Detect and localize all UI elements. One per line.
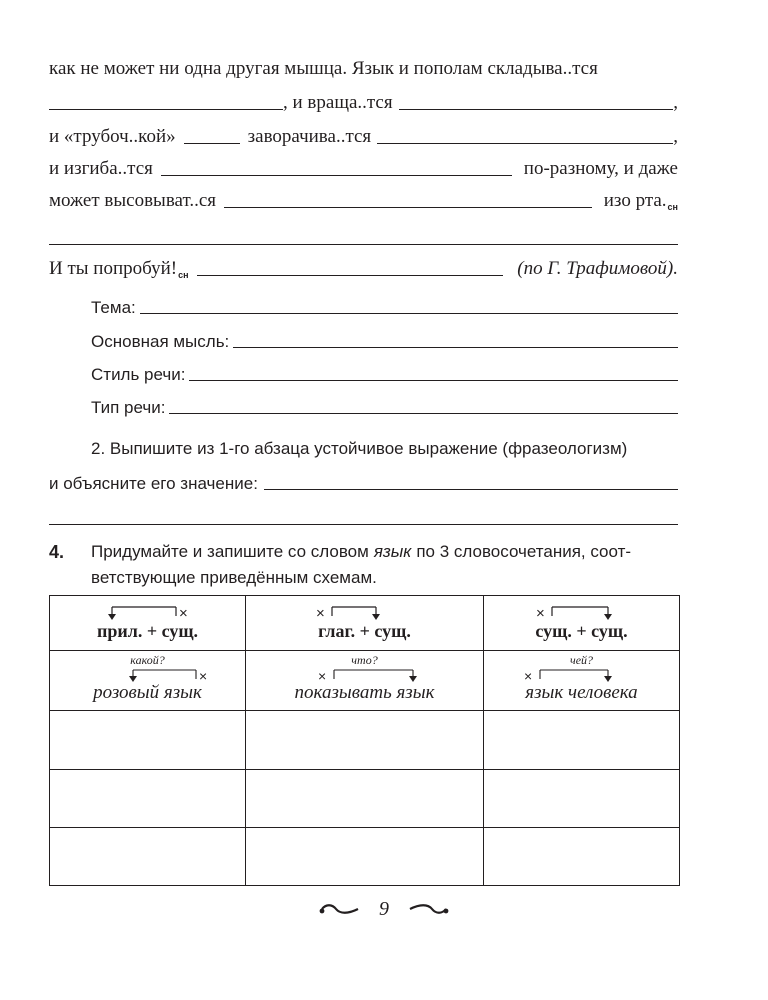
text-line-7: И ты попробуй! сн (по Г. Трафимовой). bbox=[49, 258, 678, 280]
noun-noun-example-icon bbox=[484, 668, 679, 682]
theme-input[interactable] bbox=[140, 312, 678, 314]
example-text: показывать язык bbox=[294, 682, 435, 703]
adjective-noun-example-icon bbox=[50, 668, 245, 682]
task2-input[interactable] bbox=[264, 488, 678, 490]
answer-cell[interactable] bbox=[246, 711, 484, 770]
svg-text:×: × bbox=[318, 668, 327, 682]
task4-number: 4. bbox=[49, 542, 65, 562]
task4-line-1: Придумайте и запишите со словом язык по 3 словосочетания, соот- bbox=[91, 542, 632, 561]
answer-blank[interactable] bbox=[399, 108, 674, 110]
example-text: розовый язык bbox=[93, 682, 202, 703]
style-field: Стиль речи: bbox=[91, 365, 678, 385]
table-row bbox=[50, 596, 680, 651]
answer-blank[interactable] bbox=[161, 174, 512, 176]
answer-line[interactable] bbox=[49, 524, 678, 525]
text-line-3: и «трубоч..кой» заворачива..тся , bbox=[49, 126, 678, 147]
page-footer bbox=[0, 898, 768, 921]
answer-cell[interactable] bbox=[246, 828, 484, 886]
example-cell: чей? × язык человека bbox=[484, 651, 680, 711]
scheme-label: сущ. + сущ. bbox=[535, 621, 628, 641]
answer-cell[interactable] bbox=[246, 770, 484, 828]
svg-text:×: × bbox=[536, 605, 545, 621]
table-row bbox=[50, 651, 680, 711]
text-line-2: , и враща..тся , bbox=[49, 92, 678, 114]
answer-cell[interactable] bbox=[484, 711, 680, 770]
svg-text:×: × bbox=[316, 605, 325, 621]
svg-text:×: × bbox=[199, 668, 208, 682]
scheme-label: прил. + сущ. bbox=[96, 621, 199, 641]
noun-noun-scheme-icon bbox=[484, 603, 679, 621]
answer-blank[interactable] bbox=[49, 108, 283, 110]
task2-line-1: 2. Выпишите из 1-го абзаца устойчивое выражение (фразеологизм) bbox=[91, 439, 628, 458]
example-cell: что? × показывать язык bbox=[246, 651, 484, 711]
adjective-noun-scheme-icon bbox=[50, 603, 245, 621]
scheme-cell bbox=[50, 596, 246, 651]
scheme-cell bbox=[484, 596, 680, 651]
table-row bbox=[50, 770, 680, 828]
answer-blank[interactable] bbox=[197, 274, 504, 276]
text-line-5: может высовыват..ся изо рта. сн bbox=[49, 190, 678, 212]
answer-line[interactable] bbox=[49, 244, 678, 245]
scheme-cell bbox=[246, 596, 484, 651]
answer-cell[interactable] bbox=[484, 828, 680, 886]
answer-blank[interactable] bbox=[184, 142, 240, 144]
answer-cell[interactable] bbox=[50, 770, 246, 828]
right-flourish-icon bbox=[406, 903, 450, 917]
answer-blank[interactable] bbox=[224, 206, 592, 208]
task4-line-2: ветствующие приведённым схемам. bbox=[91, 568, 377, 587]
style-input[interactable] bbox=[189, 379, 678, 381]
verb-noun-example-icon bbox=[246, 668, 483, 682]
text-line-4: и изгиба..тся по-разному, и даже bbox=[49, 158, 678, 179]
svg-text:×: × bbox=[524, 668, 533, 682]
example-cell: какой? × розовый язык bbox=[50, 651, 246, 711]
scheme-label: глаг. + сущ. bbox=[318, 621, 411, 641]
page-number: 9 bbox=[379, 898, 389, 920]
text-line-1: как не может ни одна другая мышца. Язык и пополам складыва..тся bbox=[49, 58, 598, 79]
answer-blank[interactable] bbox=[377, 142, 673, 144]
main-idea-field: Основная мысль: bbox=[91, 332, 678, 352]
svg-text:×: × bbox=[179, 605, 188, 621]
type-input[interactable] bbox=[169, 412, 678, 414]
example-text: язык человека bbox=[525, 682, 638, 703]
task2-line-2: и объясните его значение: bbox=[49, 474, 678, 494]
table-row bbox=[50, 828, 680, 886]
theme-field: Тема: bbox=[91, 298, 678, 318]
left-flourish-icon bbox=[318, 903, 362, 917]
schemes-table bbox=[49, 595, 680, 886]
table-row bbox=[50, 711, 680, 770]
answer-cell[interactable] bbox=[484, 770, 680, 828]
answer-cell[interactable] bbox=[50, 828, 246, 886]
type-field: Тип речи: bbox=[91, 398, 678, 418]
answer-cell[interactable] bbox=[50, 711, 246, 770]
main-idea-input[interactable] bbox=[233, 346, 678, 348]
verb-noun-scheme-icon bbox=[246, 603, 483, 621]
